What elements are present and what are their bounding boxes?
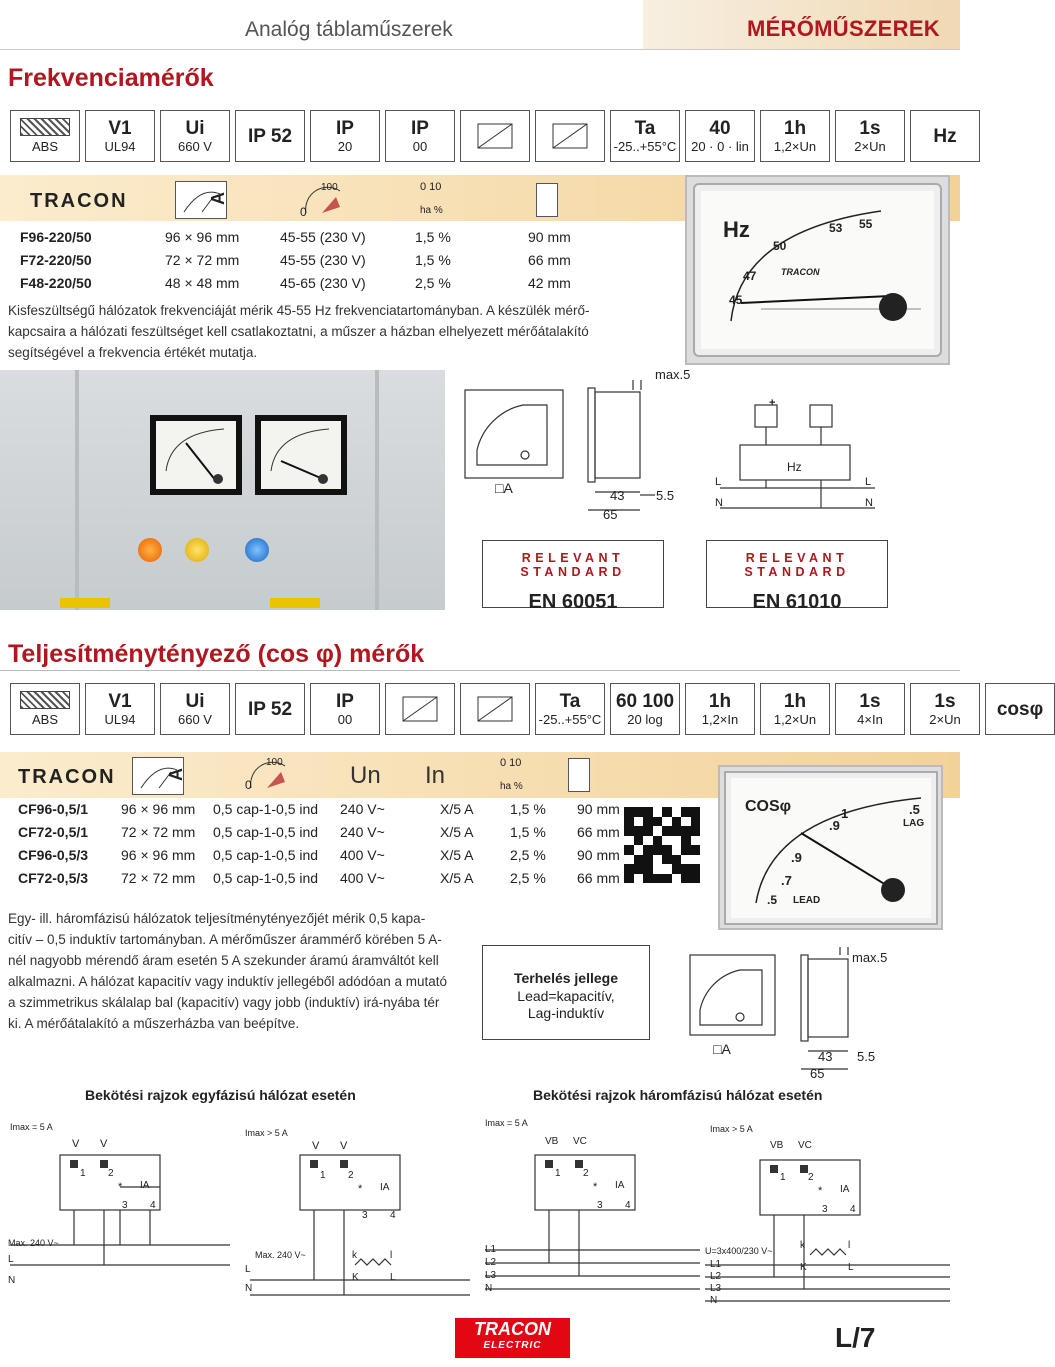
dim-max: max.5 (655, 367, 691, 382)
tick-09-left: .9 (791, 850, 802, 865)
d4-t1: 1 (780, 1172, 786, 1183)
d2-v1: V (312, 1140, 320, 1152)
tracon-logo: TRACON (30, 190, 128, 212)
tracon-logo: TRACON (18, 766, 116, 788)
range-zero: 0 (245, 778, 252, 792)
dim-43: 43 (610, 488, 625, 503)
icon-sublabel: 1,2×Un (773, 712, 817, 727)
d1-t4: 4 (150, 1200, 156, 1211)
cos-meter-photo (718, 765, 943, 930)
thermometer-icon (535, 683, 605, 735)
icon-label: IP 52 (247, 698, 293, 720)
diagram-single-direct (10, 1155, 230, 1265)
cell-code: F96-220/50 (20, 229, 92, 245)
d4-L: L (848, 1262, 854, 1273)
icon-label: IP (411, 118, 429, 139)
cell-code: F48-220/50 (20, 275, 92, 291)
meter-brand: TRACON (781, 267, 820, 277)
front-protection-icon (235, 683, 305, 735)
d1-v1: V (72, 1138, 80, 1150)
wiring-plus: + (769, 397, 776, 409)
icon-label: 1s (859, 118, 881, 139)
wiring-l-left: L (715, 476, 722, 488)
cell-acc: 1,5 % (415, 252, 451, 268)
cell-acc: 2,5 % (510, 870, 546, 886)
diagram-single-ct (250, 1155, 470, 1295)
d1-t3: 3 (122, 1200, 128, 1211)
wiring-n-right: N (865, 497, 873, 509)
dim-5-5: 5.5 (656, 488, 675, 503)
cell-acc: 1,5 % (510, 824, 546, 840)
cell-size: 72 × 72 mm (165, 252, 240, 268)
d2-k: k (352, 1250, 357, 1261)
cell-acc: 2,5 % (510, 847, 546, 863)
icon-label: V1 (108, 691, 132, 712)
icon-sublabel: UL94 (104, 139, 136, 154)
d2-max: Max. 240 V~ (255, 1250, 306, 1260)
d2-t4: 4 (390, 1210, 396, 1221)
table-row (20, 249, 638, 272)
header-category: MÉRŐMŰSZEREK (746, 16, 940, 41)
standard-box-2 (706, 540, 888, 613)
three-phase-title: Bekötési rajzok háromfázisú hálózat esetén (533, 1087, 823, 1103)
cell-code: CF96-0,5/1 (18, 801, 89, 817)
diagram-three-direct (485, 1155, 700, 1289)
d4-l-small: l (848, 1240, 851, 1251)
icon-sublabel: -25..+55°C (538, 712, 602, 727)
cell-range: 45-55 (230 V) (280, 229, 366, 245)
table-row (18, 844, 637, 867)
icon-label: 40 (709, 118, 731, 139)
icon-sublabel: 20 log (627, 712, 663, 727)
d1-star: * (118, 1181, 123, 1193)
wiring-hz: Hz (787, 460, 802, 474)
symbol-icon (470, 689, 520, 729)
symbol-icon (470, 116, 520, 156)
tilt-icon (460, 683, 530, 735)
mounting-position-icon (385, 683, 455, 735)
cell-range: 0,5 cap-1-0,5 ind (213, 847, 319, 863)
hz-meter-icon (910, 110, 980, 162)
hatch-icon (10, 683, 80, 735)
symbol-icon (395, 689, 445, 729)
meter-unit: COSφ (745, 798, 792, 815)
cos-dimension-drawing (680, 945, 910, 1085)
cell-in: X/5 A (440, 801, 474, 817)
d1-max: Max. 240 V~ (8, 1238, 59, 1248)
cell-size: 48 × 48 mm (165, 275, 240, 291)
header-subtitle: Analóg táblaműszerek (245, 18, 453, 41)
tick-55: 55 (859, 217, 873, 231)
insulation-voltage-icon (160, 110, 230, 162)
freq-meter-photo (685, 175, 950, 365)
cos-table (18, 798, 637, 890)
overload-1h-un-icon (760, 683, 830, 735)
standard-box-1 (482, 540, 664, 613)
cell-size: 72 × 72 mm (121, 870, 196, 886)
cell-code: CF72-0,5/1 (18, 824, 89, 840)
footer-logo (455, 1318, 570, 1358)
d3-imax: Imax = 5 A (485, 1118, 528, 1128)
cell-un: 240 V~ (340, 801, 385, 817)
cell-depth: 66 mm (577, 824, 620, 840)
d2-l-small: l (390, 1250, 393, 1261)
load-line-1: Lead=kapacitív, (517, 988, 615, 1004)
standard-label: RELEVANT STANDARD (744, 551, 850, 579)
icon-sublabel: 2×Un (929, 712, 961, 727)
standard-code: EN 60051 (528, 591, 618, 613)
table-row (18, 821, 637, 844)
icon-label: 1s (934, 691, 956, 712)
d2-v2: V (340, 1140, 348, 1152)
dim-a-label: A (721, 1041, 731, 1057)
cell-depth: 90 mm (577, 847, 620, 863)
icon-label: 1s (859, 691, 881, 712)
d4-l3: L3 (710, 1283, 722, 1294)
d2-l: L (245, 1264, 251, 1275)
icon-label: 1h (708, 691, 732, 712)
cell-size: 96 × 96 mm (121, 847, 196, 863)
icon-sublabel: 1,2×In (701, 712, 739, 727)
lead-label: LEAD (793, 895, 821, 906)
icon-label: V1 (108, 118, 132, 139)
d4-t3: 3 (822, 1204, 828, 1215)
freq-description: Kisfeszültségű hálózatok frekvenciáját mérik 45-55 Hz frekvenciatartományban. A készülék mérő-kapcsaira a hálózati feszültséget kell csatlakoztatni, a műszer a házban elhelyezett mérőátalakító segítségével a frekvencia értékét mutatja. (8, 303, 590, 360)
tick-07: .7 (781, 873, 792, 888)
d2-t2: 2 (348, 1170, 354, 1181)
tick-05-right: .5 (909, 802, 920, 817)
panel-photo (0, 370, 445, 610)
cell-un: 400 V~ (340, 870, 385, 886)
cell-range: 0,5 cap-1-0,5 ind (213, 870, 319, 886)
flame-class-icon (85, 683, 155, 735)
mounting-position-icon (460, 110, 530, 162)
front-protection-icon (235, 110, 305, 162)
cell-acc: 1,5 % (415, 229, 451, 245)
table-row (20, 272, 638, 295)
d4-t2: 2 (808, 1172, 814, 1183)
cell-acc: 1,5 % (510, 801, 546, 817)
icon-label: 1h (783, 118, 807, 139)
cell-un: 240 V~ (340, 824, 385, 840)
d3-t3: 3 (597, 1200, 603, 1211)
d2-L: L (390, 1272, 396, 1283)
d3-l1: L1 (485, 1244, 497, 1255)
icon-label: 60 100 (615, 691, 675, 712)
d2-n: N (245, 1283, 253, 1294)
table-row (20, 226, 638, 249)
standard-code: EN 61010 (752, 591, 842, 613)
accuracy-scale: 0 10 (420, 181, 442, 193)
icon-label: 1h (783, 691, 807, 712)
dim-a-label: A (503, 480, 513, 496)
d4-l2: L2 (710, 1271, 722, 1282)
d2-t3: 3 (362, 1210, 368, 1221)
load-line-2: Lag-induktív (527, 1005, 605, 1021)
load-title: Terhelés jellege (513, 970, 618, 986)
d1-imax: Imax = 5 A (10, 1122, 53, 1132)
a-size-label: A (166, 768, 186, 781)
hatch-pattern (20, 691, 70, 709)
range-top: 100 (321, 182, 338, 193)
diagram-three-ct (705, 1160, 950, 1301)
header-divider (0, 49, 960, 50)
d4-voltage: U=3x400/230 V~ (705, 1246, 773, 1256)
icon-sublabel: UL94 (104, 712, 136, 727)
icon-sublabel: 4×In (857, 712, 883, 727)
cell-depth: 42 mm (528, 275, 571, 291)
icon-label: cosφ (996, 698, 1044, 720)
thermometer-icon (610, 110, 680, 162)
depth-icon (568, 758, 590, 792)
section-title-frequency: Frekvenciamérők (8, 64, 214, 92)
hatch-icon (10, 110, 80, 162)
icon-sublabel: ABS (31, 712, 58, 727)
icon-sublabel: 2×Un (854, 139, 886, 154)
overload-1s-in-icon (835, 683, 905, 735)
freq-dimension-drawing (455, 370, 695, 530)
dim-5-5: 5.5 (857, 1049, 876, 1064)
cell-range: 45-65 (230 V) (280, 275, 366, 291)
accuracy-unit: ha % (420, 205, 443, 216)
tilt-icon (535, 110, 605, 162)
cell-in: X/5 A (440, 824, 474, 840)
d3-star: * (593, 1181, 598, 1193)
d1-ia: IA (140, 1180, 150, 1191)
tick-09: .9 (829, 818, 840, 833)
d4-l1: L1 (710, 1259, 722, 1270)
cell-acc: 2,5 % (415, 275, 451, 291)
cell-range: 0,5 cap-1-0,5 ind (213, 801, 319, 817)
cell-size: 96 × 96 mm (121, 801, 196, 817)
cell-in: X/5 A (440, 847, 474, 863)
hatch-pattern (20, 118, 70, 136)
table-row (18, 867, 637, 890)
icon-sublabel: 00 (412, 139, 428, 154)
d1-n: N (8, 1275, 16, 1286)
range-zero: 0 (300, 205, 307, 219)
d3-t1: 1 (555, 1168, 561, 1179)
d2-K: K (352, 1272, 359, 1283)
overload-1h-icon (760, 110, 830, 162)
depth-icon (536, 183, 558, 217)
d1-l: L (8, 1254, 14, 1265)
dim-a: □A (495, 480, 513, 496)
un-header: Un (350, 762, 381, 789)
d3-vb: VB (545, 1136, 559, 1147)
overload-1s-un-icon (910, 683, 980, 735)
meter-needle (731, 778, 941, 928)
cell-range: 45-55 (230 V) (280, 252, 366, 268)
cell-un: 400 V~ (340, 847, 385, 863)
d3-ia: IA (615, 1180, 625, 1191)
dim-65: 65 (603, 507, 618, 522)
icon-sublabel: 660 V (178, 139, 212, 154)
scale-lin-icon (685, 110, 755, 162)
meter-unit: Hz (723, 217, 750, 242)
d4-vb: VB (770, 1140, 784, 1151)
cell-size: 96 × 96 mm (165, 229, 240, 245)
icon-sublabel: 1,2×Un (773, 139, 817, 154)
terminal-protection-icon (310, 110, 380, 162)
icon-label: Ta (559, 691, 581, 712)
icon-sublabel: -25..+55°C (613, 139, 677, 154)
d2-imax: Imax > 5 A (245, 1128, 288, 1138)
cos-description: Egy- ill. háromfázisú hálózatok teljesítménytényezőjét mérik 0,5 kapa-citív – 0,5 induktív tartományban. A mérőműszer árammérő körében 5 A-nél nagyobb mérendő áram esetén 5 A szekunder áramú áramváltót kell alkalmazni. A hálózat kapacitív vagy induktív jellegéből adódóan a mutató a szimmetrikus skálalap bal (kapacitív) vagy jobb (induktív) irá-nyába tér ki. A mérőátalakító a műszerházba van beépítve. (8, 911, 448, 1031)
standard-label: RELEVANT STANDARD (520, 551, 626, 579)
cell-depth: 66 mm (528, 252, 571, 268)
d3-vc: VC (573, 1136, 587, 1147)
dim-max: max.5 (852, 950, 888, 965)
accuracy-unit: ha % (500, 781, 523, 792)
scale-log-icon (610, 683, 680, 735)
tick-47: 47 (743, 269, 757, 283)
icon-label: Ui (185, 691, 205, 712)
footer-logo-sub: ELECTRIC (483, 1340, 542, 1351)
cell-depth: 90 mm (577, 801, 620, 817)
icon-label: IP (336, 118, 354, 139)
tick-45: 45 (729, 293, 743, 307)
d2-t1: 1 (320, 1170, 326, 1181)
d3-l3: L3 (485, 1270, 497, 1281)
in-header: In (425, 762, 446, 789)
section-title-cosphi: Teljesítménytényező (cos φ) mérők (8, 640, 425, 668)
wiring-l-right: L (865, 476, 872, 488)
cos-icon-row (10, 683, 1055, 735)
cell-depth: 66 mm (577, 870, 620, 886)
dim-43: 43 (818, 1049, 833, 1064)
overload-1s-icon (835, 110, 905, 162)
d2-ia: IA (380, 1182, 390, 1193)
range-top: 100 (266, 757, 283, 768)
symbol-icon (545, 116, 595, 156)
dim-65: 65 (810, 1066, 825, 1081)
accuracy-scale: 0 10 (500, 757, 522, 769)
overload-1h-in-icon (685, 683, 755, 735)
cell-depth: 90 mm (528, 229, 571, 245)
d4-K: K (800, 1262, 807, 1273)
cell-size: 72 × 72 mm (121, 824, 196, 840)
d4-t4: 4 (850, 1204, 856, 1215)
tick-50: 50 (773, 239, 787, 253)
d1-v2: V (100, 1138, 108, 1150)
cell-code: F72-220/50 (20, 252, 92, 268)
d4-k: k (800, 1240, 805, 1251)
d3-t2: 2 (583, 1168, 589, 1179)
icon-label: Ui (185, 118, 205, 139)
qr-code[interactable] (622, 805, 702, 885)
d3-l2: L2 (485, 1257, 497, 1268)
cell-code: CF72-0,5/3 (18, 870, 89, 886)
icon-label: Hz (933, 125, 957, 147)
d3-t4: 4 (625, 1200, 631, 1211)
tick-53: 53 (829, 221, 843, 235)
wiring-n-left: N (715, 497, 723, 509)
icon-sublabel: 660 V (178, 712, 212, 727)
a-size-label: A (208, 192, 228, 205)
d4-vc: VC (798, 1140, 812, 1151)
d1-t2: 2 (108, 1168, 114, 1179)
wiring-diagrams (0, 1115, 960, 1315)
lag-label: LAG (903, 818, 925, 829)
cell-in: X/5 A (440, 870, 474, 886)
icon-sublabel: ABS (31, 139, 58, 154)
load-type-box (482, 945, 650, 1040)
page-number: L/7 (835, 1322, 876, 1353)
icon-sublabel: 20 (337, 139, 353, 154)
rear-protection-icon (310, 683, 380, 735)
icon-label: IP 52 (247, 125, 293, 147)
d4-n: N (710, 1295, 718, 1306)
d4-ia: IA (840, 1184, 850, 1195)
dim-a: □A (713, 1041, 731, 1057)
icon-label: IP (336, 691, 354, 712)
cell-code: CF96-0,5/3 (18, 847, 89, 863)
cell-range: 0,5 cap-1-0,5 ind (213, 824, 319, 840)
tick-1: 1 (841, 806, 849, 821)
freq-icon-row (10, 110, 980, 162)
cosphi-meter-icon (985, 683, 1055, 735)
d3-n: N (485, 1283, 493, 1294)
footer-logo-text: TRACON (474, 1319, 551, 1339)
table-row (18, 798, 637, 821)
d4-star: * (818, 1185, 823, 1197)
rear-protection-icon (385, 110, 455, 162)
single-phase-title: Bekötési rajzok egyfázisú hálózat esetén (85, 1087, 356, 1103)
freq-table (20, 226, 638, 295)
d4-imax: Imax > 5 A (710, 1124, 753, 1134)
icon-sublabel: 00 (337, 712, 353, 727)
meter-needle (701, 191, 946, 361)
tick-05-left: .5 (767, 893, 778, 907)
d2-star: * (358, 1183, 363, 1195)
icon-sublabel: 20 · 0 · lin (691, 139, 749, 154)
section-divider (0, 670, 960, 671)
icon-label: Ta (634, 118, 656, 139)
flame-class-icon (85, 110, 155, 162)
d1-t1: 1 (80, 1168, 86, 1179)
insulation-voltage-icon (160, 683, 230, 735)
